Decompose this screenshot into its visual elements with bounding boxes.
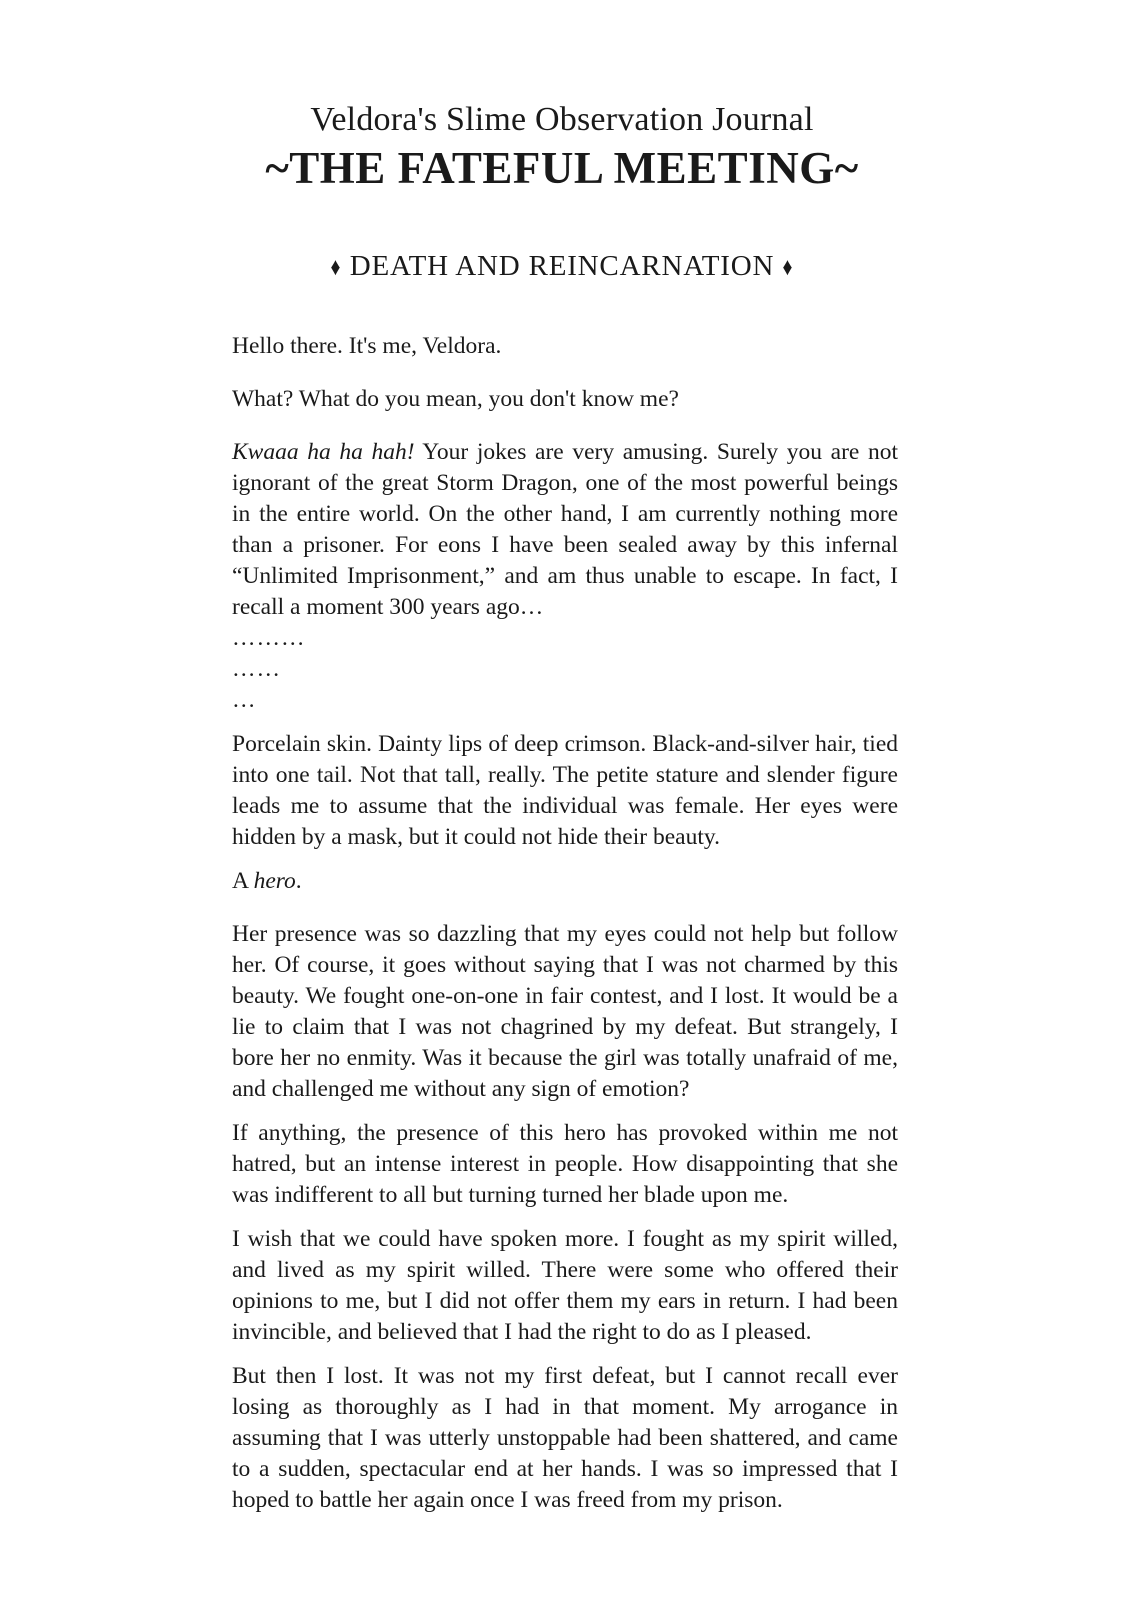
chapter-title: ~THE FATEFUL MEETING~: [265, 143, 859, 193]
ellipsis-line-3: …: [232, 687, 257, 713]
ellipsis-line-1: ………: [232, 625, 306, 651]
journal-title: Veldora's Slime Observation Journal: [310, 101, 814, 138]
para-what: What? What do you mean, you don't know me?: [232, 386, 679, 412]
para-kwaaa: Kwaaa ha ha hah! Your jokes are very amusing. Surely you are not ignorant of the great Storm Dragon, one of the most powerful beings in the entire world. On the other hand, I am currently nothing more than a prisoner. For eons I have been sealed away by this infernal “Unlimited Imprisonment,” and am thus unable to escape. In fact, I recall a moment 300 years ago…: [232, 439, 898, 620]
para-a-hero: A hero.: [232, 868, 302, 894]
para-but-then: But then I lost. It was not my first defeat, but I cannot recall ever losing as thoroughly as I had in that moment. My arrogance in assuming that I was utterly unstoppable had been shattered, and came to a sudden, spectacular end at her hands. I was so impressed that I hoped to battle her again once I was freed from my prison.: [232, 1363, 898, 1513]
diamond-icon: ♦: [782, 254, 794, 281]
paragraph-list: [232, 331, 898, 1529]
section-heading: [0, 249, 1124, 285]
para-porcelain: Porcelain skin. Dainty lips of deep crimson. Black-and-silver hair, tied into one tail. Not that tall, really. The petite stature and slender figure leads me to assume that the individual was female. Her eyes were hidden by a mask, but it could not hide their beauty.: [232, 731, 898, 850]
para-if-anything: If anything, the presence of this hero has provoked within me not hatred, but an intense interest in people. How disappointing that she was indifferent to all but turning turned her blade upon me.: [232, 1120, 898, 1208]
para-hello: Hello there. It's me, Veldora.: [232, 333, 502, 359]
para-i-wish: I wish that we could have spoken more. I fought as my spirit willed, and lived as my spirit willed. There were some who offered their opinions to me, but I did not offer them my ears in return. I had been invincible, and believed that I had the right to do as I pleased.: [232, 1226, 898, 1345]
ellipsis-line-2: ……: [232, 656, 281, 682]
title-block: [0, 98, 1124, 194]
diamond-icon: ♦: [330, 254, 342, 281]
section-heading-text: DEATH AND REINCARNATION: [349, 250, 775, 282]
para-her-presence: Her presence was so dazzling that my eyes could not help but follow her. Of course, it goes without saying that I was not charmed by this beauty. We fought one-on-one in fair contest, and I lost. It would be a lie to claim that I was not chagrined by my defeat. But strangely, I bore her no enmity. Was it because the girl was totally unafraid of me, and challenged me without any sign of emotion?: [232, 921, 898, 1102]
